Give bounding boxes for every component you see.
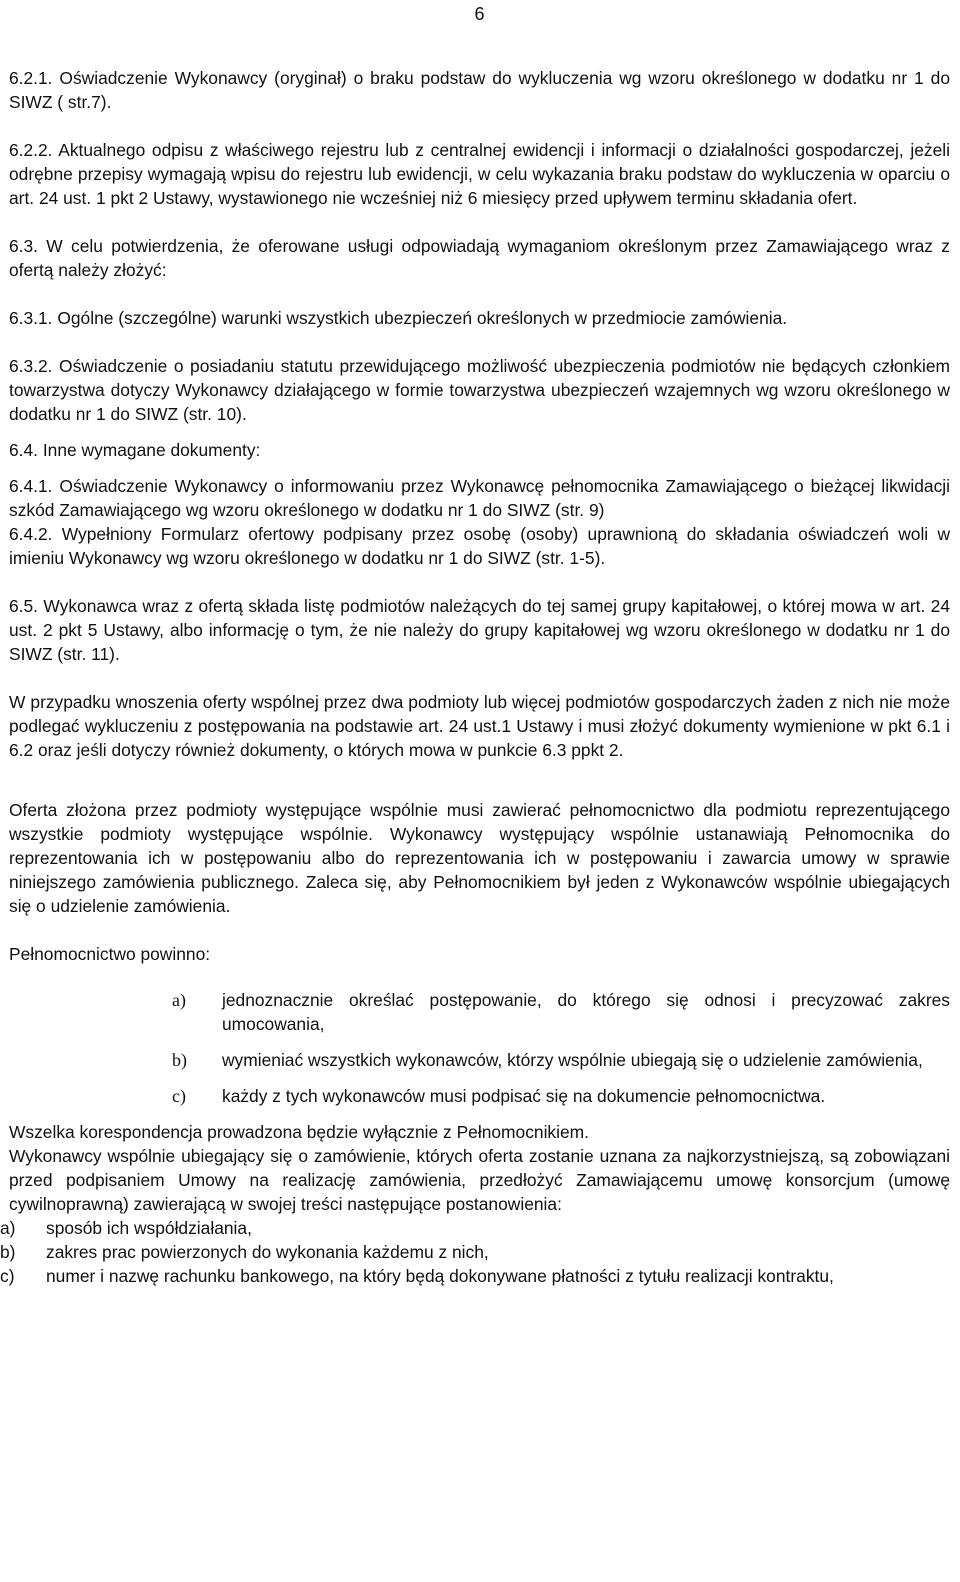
list-item-text: zakres prac powierzonych do wykonania każdemu z nich, [46,1242,489,1262]
list-item-text: sposób ich współdziałania, [46,1218,252,1238]
section-6-5: 6.5. Wykonawca wraz z ofertą składa listę podmiotów należących do tej samej grupy kapitałowej, o której mowa w art. 24 ust. 2 pkt 5 Ustawy, albo informację o tym, że nie należy do grupy kapitałowej wg wzoru określonego w dodatku nr 1 do SIWZ (str. 11). [9,596,950,664]
list-item-text: numer i nazwę rachunku bankowego, na który będą dokonywane płatności z tytułu realizacji kontraktu, [46,1266,834,1286]
list-item [172,1084,950,1108]
section-6-4-heading: 6.4. Inne wymagane dokumenty: [9,440,261,460]
power-of-attorney-heading: Pełnomocnictwo powinno: [9,944,211,964]
list-marker: b) [172,1050,187,1070]
section-6-2-2: 6.2.2. Aktualnego odpisu z właściwego rejestru lub z centralnej ewidencji i informacji o działalności gospodarczej, jeżeli odrębne przepisy wymagają wpisu do rejestru lub ewidencji, w celu wykazania braku podstaw do wykluczenia w oparciu o art. 24 ust. 1 pkt 2 Ustawy, wystawionego nie wcześniej niż 6 miesięcy przed upływem terminu składania ofert. [9,140,950,208]
section-6-4-2: 6.4.2. Wypełniony Formularz ofertowy podpisany przez osobę (osoby) uprawnioną do składania oświadczeń woli w imieniu Wykonawcy wg wzoru określonego w dodatku nr 1 do SIWZ (str. 1-5). [9,524,950,568]
section-6-3-1: 6.3.1. Ogólne (szczególne) warunki wszystkich ubezpieczeń określonych w przedmiocie zamówienia. [9,308,788,328]
list-item [172,1048,950,1072]
list-item-text: każdy z tych wykonawców musi podpisać się na dokumencie pełnomocnictwa. [222,1086,826,1106]
list-marker: a) [172,990,186,1010]
list-item-text: jednoznacznie określać postępowanie, do którego się odnosi i precyzować zakres umocowania, [222,990,950,1034]
list-marker: a) [0,1218,16,1238]
list-item [0,1264,950,1288]
correspondence-note: Wszelka korespondencja prowadzona będzie wyłącznie z Pełnomocnikiem. [9,1122,589,1142]
consortium-agreement-list [0,1216,950,1288]
list-item [172,988,950,1036]
list-item [0,1240,950,1264]
page-number: 6 [474,4,485,24]
list-item-text: wymieniać wszystkich wykonawców, którzy wspólnie ubiegają się o udzielenie zamówienia, [222,1050,923,1070]
list-marker: c) [0,1266,15,1286]
consortium-agreement-paragraph: Wykonawcy wspólnie ubiegający się o zamówienie, których oferta zostanie uznana za najkorzystniejszą, są zobowiązani przed podpisaniem Umowy na realizację zamówienia, przedłożyć Zamawiającemu umowę konsorcjum (umowę cywilnoprawną) zawierającą w swojej treści następujące postanowienia: [9,1146,950,1214]
section-6-4-1: 6.4.1. Oświadczenie Wykonawcy o informowaniu przez Wykonawcę pełnomocnika Zamawiającego o bieżącej likwidacji szkód Zamawiającego wg wzoru określonego w dodatku nr 1 do SIWZ (str. 9) [9,476,950,520]
list-marker: c) [172,1086,186,1106]
list-item [0,1216,950,1240]
joint-offer-paragraph: W przypadku wnoszenia oferty wspólnej przez dwa podmioty lub więcej podmiotów gospodarczych żaden z nich nie może podlegać wykluczeniu z postępowania na podstawie art. 24 ust.1 Ustawy i musi złożyć dokumenty wymienione w pkt 6.1 i 6.2 oraz jeśli dotyczy również dokumenty, o których mowa w punkcie 6.3 ppkt 2. [9,692,950,760]
section-6-3: 6.3. W celu potwierdzenia, że oferowane usługi odpowiadają wymaganiom określonym przez Zamawiającego wraz z ofertą należy złożyć: [9,236,950,280]
section-6-3-2: 6.3.2. Oświadczenie o posiadaniu statutu przewidującego możliwość ubezpieczenia podmiotów nie będących członkiem towarzystwa dotyczy Wykonawcy działającego w formie towarzystwa ubezpieczeń wzajemnych wg wzoru określonego w dodatku nr 1 do SIWZ (str. 10). [9,356,950,424]
list-marker: b) [0,1242,16,1262]
section-6-2-1: 6.2.1. Oświadczenie Wykonawcy (oryginał) o braku podstaw do wykluczenia wg wzoru określonego w dodatku nr 1 do SIWZ ( str.7). [9,68,950,112]
power-of-attorney-paragraph: Oferta złożona przez podmioty występujące wspólnie musi zawierać pełnomocnictwo dla podmiotu reprezentującego wszystkie podmioty występujące wspólnie. Wykonawcy występujący wspólnie ustanawiają Pełnomocnika do reprezentowania ich w postępowaniu albo do reprezentowania ich w postępowaniu i zawarcia umowy w sprawie niniejszego zamówienia publicznego. Zaleca się, aby Pełnomocnikiem był jeden z Wykonawców wspólnie ubiegających się o udzielenie zamówienia. [9,800,950,916]
power-of-attorney-list [172,988,950,1108]
